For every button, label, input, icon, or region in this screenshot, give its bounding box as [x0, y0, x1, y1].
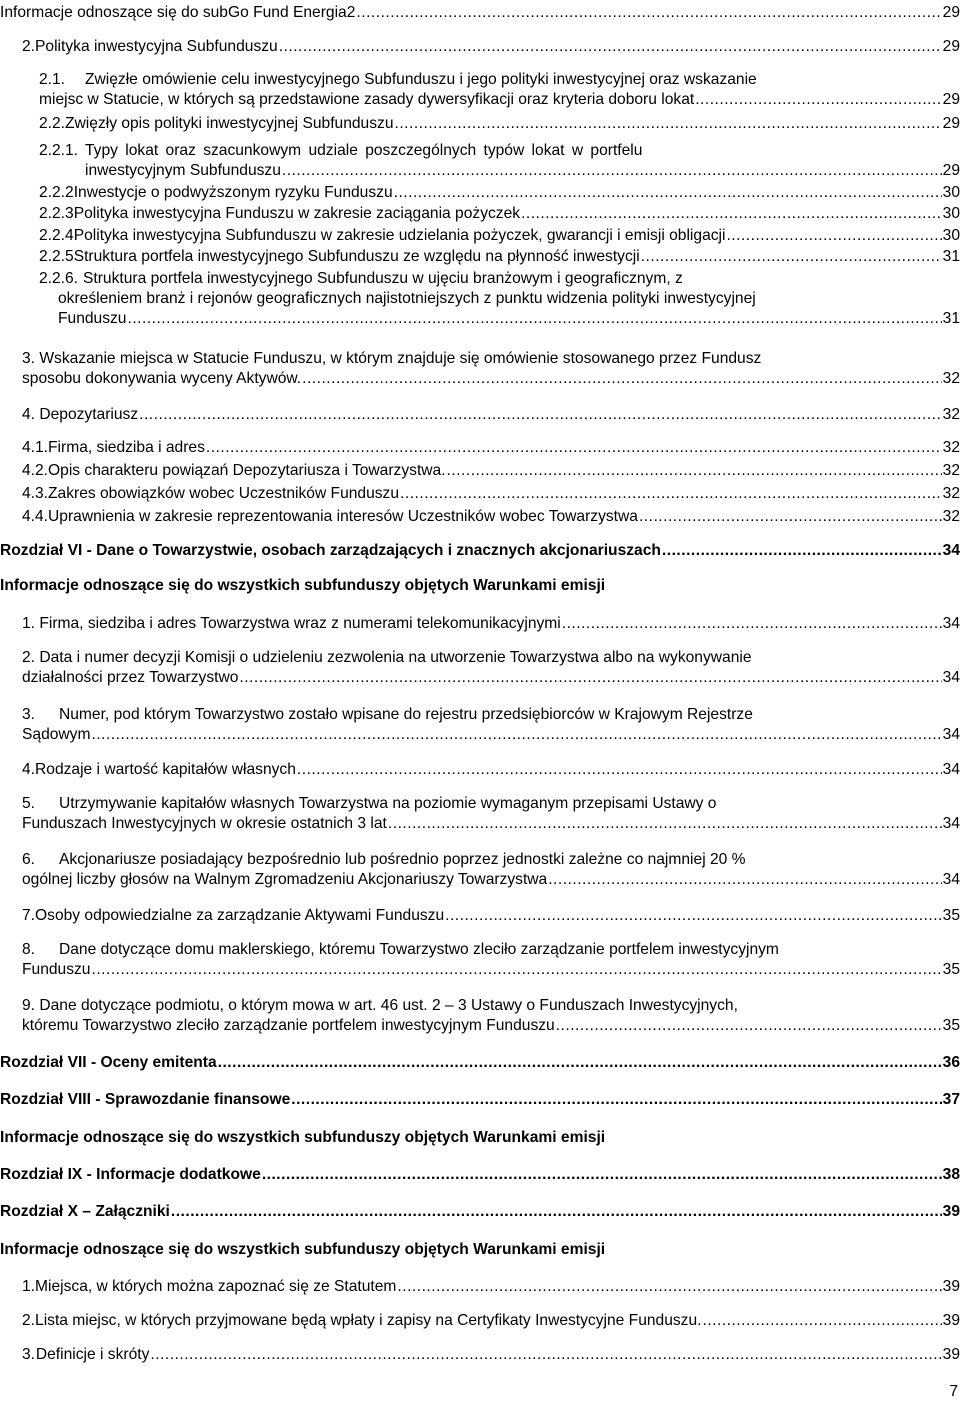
toc-page-number: 39 — [942, 1312, 960, 1329]
toc-entry[interactable] — [0, 269, 960, 329]
toc-entry-title: Typy lokat oraz szacunkowym udziale poszczególnych typów lokat w portfelu — [85, 142, 643, 159]
leader-dots — [302, 369, 942, 389]
toc-entry[interactable] — [0, 996, 960, 1036]
toc-entry[interactable] — [0, 247, 960, 267]
toc-entry-title-cont: ogólnej liczby głosów na Walnym Zgromadzeniu Akcjonariuszy Towarzystwa — [22, 871, 548, 888]
leader-dots — [641, 247, 942, 267]
toc-entry-title-cont: miejsc w Statucie, w których są przedstawione zasady dywersyfikacji oraz kryteria doboru lokat — [39, 91, 695, 108]
toc-entry[interactable] — [0, 794, 960, 834]
toc-page-number: 32 — [942, 439, 960, 456]
leader-dots — [91, 725, 941, 745]
toc-entry-title: 3. Wskazanie miejsca w Statucie Funduszu, w którym znajduje się omówienie stosowanego przez Fundusz — [22, 350, 762, 367]
toc-entry[interactable] — [0, 614, 960, 634]
toc-entry-number: 4.3. — [22, 485, 49, 502]
toc-chapter-title: Rozdział VI - Dane o Towarzystwie, osobach zarządzających i znacznych akcjonariuszach — [0, 542, 661, 559]
toc-entry-number: 2.2.4 — [39, 227, 74, 244]
leader-dots — [91, 960, 941, 980]
toc-page-number: 37 — [942, 1091, 960, 1108]
toc-chapter-title: Rozdział VII - Oceny emitenta — [0, 1054, 217, 1071]
toc-entry-title: 9. Dane dotyczące podmiotu, o którym mowa w art. 46 ust. 2 – 3 Ustawy o Funduszach Inwestycyjnych, — [22, 997, 738, 1014]
toc-entry-title: Firma, siedziba i adres — [48, 439, 205, 456]
toc-section-heading-text: Informacje odnoszące się do wszystkich subfunduszy objętych Warunkami emisji — [0, 1129, 606, 1146]
toc-entry[interactable] — [0, 204, 960, 224]
toc-entry-title: Zwięzły opis polityki inwestycyjnej Subfunduszu — [65, 115, 394, 132]
toc-chapter-title: Rozdział VIII - Sprawozdanie finansowe — [0, 1091, 291, 1108]
toc-entry-title-cont: określeniem branż i rejonów geograficznych najistotniejszych z punktu widzenia polityki inwestycyjnej — [58, 290, 756, 307]
toc-page-number: 34 — [942, 726, 960, 743]
toc-page-number: 32 — [942, 485, 960, 502]
toc-entry-title: Osoby odpowiedzialne za zarządzanie Aktywami Funduszu — [35, 907, 445, 924]
leader-dots — [695, 90, 941, 110]
toc-entry[interactable] — [0, 484, 960, 504]
toc-entry-title: Uprawnienia w zakresie reprezentowania interesów Uczestników wobec Towarzystwa — [48, 508, 638, 525]
toc-entry-number: 2.2.2 — [39, 184, 74, 201]
toc-page-number: 39 — [942, 1203, 960, 1220]
toc-entry-number: 5. — [22, 795, 36, 812]
toc-chapter[interactable] — [0, 541, 960, 561]
toc-page-number: 29 — [942, 115, 960, 132]
toc-entry-title: Zwięzłe omówienie celu inwestycyjnego Subfunduszu i jego polityki inwestycyjnej oraz wskazanie — [85, 71, 757, 88]
toc-chapter[interactable] — [0, 1202, 960, 1222]
toc-entry[interactable] — [0, 1311, 960, 1331]
toc-page-number: 30 — [942, 227, 960, 244]
toc-entry-title-cont: inwestycyjnym Subfunduszu — [85, 162, 281, 179]
leader-dots — [218, 1053, 942, 1073]
toc-page-number: 30 — [942, 205, 960, 222]
toc-entry-title-cont: któremu Towarzystwo zleciło zarządzanie portfelem inwestycyjnym Funduszu — [22, 1017, 555, 1034]
toc-entry-number: 2. — [22, 1312, 36, 1329]
leader-dots — [662, 541, 942, 561]
toc-entry[interactable] — [0, 141, 960, 181]
toc-entry[interactable] — [0, 3, 960, 23]
toc-entry-title: Numer, pod którym Towarzystwo zostało wpisane do rejestru przedsiębiorców w Krajowym Rejestrze — [59, 706, 753, 723]
toc-entry-number: 2.2.3 — [39, 205, 74, 222]
leader-dots — [521, 204, 942, 224]
toc-page-number: 35 — [942, 907, 960, 924]
toc-entry[interactable] — [0, 349, 960, 389]
toc-entry-number: 2.2.1. — [39, 142, 79, 159]
toc-page-number: 34 — [942, 669, 960, 686]
leader-dots — [445, 906, 942, 926]
toc-page-number: 31 — [942, 310, 960, 327]
leader-dots — [447, 461, 942, 481]
toc-page-number: 32 — [942, 406, 960, 423]
leader-dots — [702, 1311, 941, 1331]
toc-entry-title: Definicje i skróty — [35, 1346, 150, 1363]
leader-dots — [171, 1202, 942, 1222]
toc-page-number: 35 — [942, 961, 960, 978]
toc-entry-title: Struktura portfela inwestycyjnego Subfunduszu w ujęciu branżowym i geograficznym, z — [83, 270, 683, 287]
toc-page-number: 34 — [942, 871, 960, 888]
toc-chapter[interactable] — [0, 1053, 960, 1073]
toc-entry-title: Utrzymywanie kapitałów własnych Towarzystwa na poziomie wymaganym przepisami Ustawy o — [59, 795, 717, 812]
toc-chapter-title: Rozdział IX - Informacje dodatkowe — [0, 1166, 261, 1183]
leader-dots — [400, 484, 942, 504]
toc-entry-title: 4. Depozytariusz — [22, 406, 139, 423]
toc-page-number: 36 — [942, 1054, 960, 1071]
toc-page-number: 29 — [942, 162, 960, 179]
toc-entry-number: 3. — [22, 1346, 36, 1363]
toc-section-heading — [0, 1128, 960, 1148]
toc-page-number: 34 — [942, 761, 960, 778]
toc-entry-title: Zakres obowiązków wobec Uczestników Funduszu — [48, 485, 400, 502]
toc-entry-title: Polityka inwestycyjna Subfunduszu — [35, 38, 278, 55]
toc-entry-title: Rodzaje i wartość kapitałów własnych — [35, 761, 296, 778]
toc-entry-title-cont: Funduszu — [58, 310, 127, 327]
toc-chapter-title: Rozdział X – Załączniki — [0, 1203, 170, 1220]
toc-entry[interactable] — [0, 507, 960, 527]
toc-entry-number: 4.4. — [22, 508, 49, 525]
toc-entry[interactable] — [0, 1345, 960, 1365]
toc-section-heading — [0, 576, 960, 596]
toc-entry-number: 2.2.6. — [39, 270, 79, 287]
toc-entry[interactable] — [0, 70, 960, 110]
toc-page-number: 32 — [942, 462, 960, 479]
toc-entry-title: 2. Data i numer decyzji Komisji o udzieleniu zezwolenia na utworzenie Towarzystwa albo na wykonywanie — [22, 649, 752, 666]
leader-dots — [291, 1090, 941, 1110]
leader-dots — [239, 668, 941, 688]
toc-entry-number: 4.1. — [22, 439, 49, 456]
toc-page-number: 29 — [942, 91, 960, 108]
toc-entry[interactable] — [0, 850, 960, 890]
leader-dots — [206, 438, 942, 458]
toc-entry[interactable] — [0, 760, 960, 780]
toc-entry-number: 2.2.5 — [39, 248, 74, 265]
toc-entry-number: 2.2. — [39, 115, 66, 132]
toc-entry[interactable] — [0, 940, 960, 980]
toc-page-number: 34 — [942, 815, 960, 832]
toc-entry[interactable] — [0, 648, 960, 688]
toc-entry-title: Lista miejsc, w których przyjmowane będą wpłaty i zapisy na Certyfikaty Inwestycyjne Funduszu. — [35, 1312, 702, 1329]
leader-dots — [548, 870, 941, 890]
toc-entry-title: Miejsca, w których można zapoznać się ze Statutem — [35, 1278, 397, 1295]
toc-entry[interactable] — [0, 906, 960, 926]
toc-section-heading-text: Informacje odnoszące się do wszystkich subfunduszy objętych Warunkami emisji — [0, 577, 606, 594]
toc-entry-title-cont: działalności przez Towarzystwo — [22, 669, 239, 686]
toc-entry[interactable] — [0, 405, 960, 425]
toc-entry-number: 4.2. — [22, 462, 49, 479]
leader-dots — [394, 183, 942, 203]
toc-entry[interactable] — [0, 183, 960, 203]
toc-entry-title: Dane dotyczące domu maklerskiego, któremu Towarzystwo zleciło zarządzanie portfelem inwestycyjnym — [59, 941, 779, 958]
toc-entry[interactable] — [0, 114, 960, 134]
toc-page-number: 34 — [942, 542, 960, 559]
toc-page-number: 35 — [942, 1017, 960, 1034]
toc-entry-title: Polityka inwestycyjna Funduszu w zakresie zaciągania pożyczek — [73, 205, 521, 222]
toc-entry-number: 6. — [22, 851, 36, 868]
leader-dots — [388, 814, 942, 834]
leader-dots — [726, 226, 941, 246]
leader-dots — [356, 3, 941, 23]
leader-dots — [262, 1165, 942, 1185]
toc-entry[interactable] — [0, 37, 960, 57]
leader-dots — [139, 405, 942, 425]
toc-page-number: 34 — [942, 615, 960, 632]
toc-entry-number: 7. — [22, 907, 36, 924]
toc-entry-number: 2. — [22, 38, 36, 55]
toc-page-number: 39 — [942, 1278, 960, 1295]
toc-entry-number: 8. — [22, 941, 36, 958]
toc-entry[interactable] — [0, 438, 960, 458]
toc-page-number: 30 — [942, 184, 960, 201]
toc-entry[interactable] — [0, 1277, 960, 1297]
toc-page-number: 29 — [942, 38, 960, 55]
leader-dots — [297, 760, 942, 780]
leader-dots — [279, 37, 942, 57]
toc-entry-title: Informacje odnoszące się do subGo Fund Energia2 — [0, 4, 356, 21]
toc-chapter[interactable] — [0, 1165, 960, 1185]
toc-entry[interactable] — [0, 705, 960, 745]
toc-entry-number: 2.1. — [39, 71, 66, 88]
toc-chapter[interactable] — [0, 1090, 960, 1110]
toc-page-number: 32 — [942, 370, 960, 387]
toc-entry-title: Inwestycje o podwyższonym ryzyku Funduszu — [73, 184, 393, 201]
toc-entry-title-cont: Funduszach Inwestycyjnych w okresie ostatnich 3 lat — [22, 815, 387, 832]
leader-dots — [127, 309, 941, 329]
leader-dots — [556, 1016, 942, 1036]
toc-entry-number: 4. — [22, 761, 36, 778]
leader-dots — [282, 161, 942, 181]
toc-page-number: 31 — [942, 248, 960, 265]
toc-entry-number: 1. — [22, 1278, 36, 1295]
toc-entry-title: Polityka inwestycyjna Subfunduszu w zakresie udzielania pożyczek, gwarancji i emisji obligacji — [73, 227, 726, 244]
toc-entry-title-cont: Funduszu — [22, 961, 91, 978]
leader-dots — [639, 507, 942, 527]
toc-entry-title: 1. Firma, siedziba i adres Towarzystwa wraz z numerami telekomunikacyjnymi — [22, 615, 561, 632]
toc-entry-title-cont: sposobu dokonywania wyceny Aktywów. — [22, 370, 302, 387]
toc-entry[interactable] — [0, 226, 960, 246]
toc-section-heading — [0, 1240, 960, 1260]
toc-page-number: 39 — [942, 1346, 960, 1363]
toc-entry-title: Opis charakteru powiązań Depozytariusza i Towarzystwa. — [48, 462, 446, 479]
toc-entry-title: Struktura portfela inwestycyjnego Subfunduszu ze względu na płynność inwestycji — [73, 248, 640, 265]
leader-dots — [150, 1345, 941, 1365]
toc-page-number: 29 — [942, 4, 960, 21]
toc-entry-number: 3. — [22, 706, 36, 723]
page-number: 7 — [949, 1383, 958, 1400]
leader-dots — [397, 1277, 941, 1297]
leader-dots — [562, 614, 942, 634]
toc-entry[interactable] — [0, 461, 960, 481]
toc-entry-title: Akcjonariusze posiadający bezpośrednio lub pośrednio poprzez jednostki zależne co najmniej 20 % — [59, 851, 746, 868]
leader-dots — [395, 114, 942, 134]
toc-page-number: 32 — [942, 508, 960, 525]
toc-section-heading-text: Informacje odnoszące się do wszystkich subfunduszy objętych Warunkami emisji — [0, 1241, 606, 1258]
toc-page-number: 38 — [942, 1166, 960, 1183]
toc-entry-title-cont: Sądowym — [22, 726, 91, 743]
